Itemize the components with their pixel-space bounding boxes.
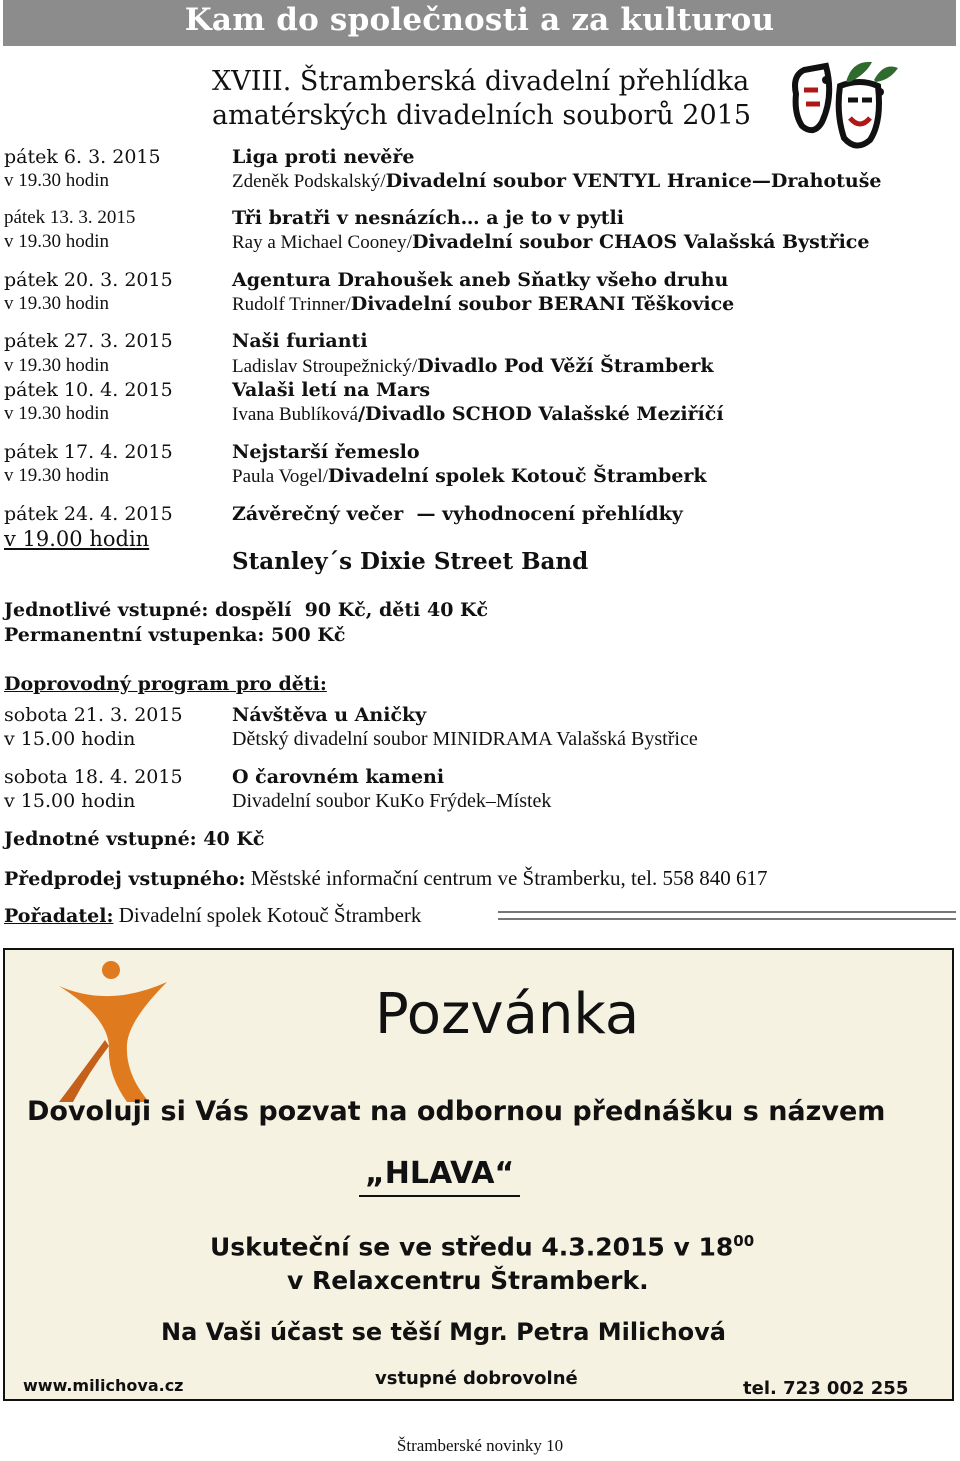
phone-number: tel. 723 002 255 [743, 1378, 909, 1399]
invitation-card [3, 948, 954, 1401]
event-time: v 19.30 hodin [4, 293, 110, 314]
play-title: Liga proti nevěře [232, 146, 415, 168]
theatre-masks-logo [786, 56, 904, 156]
lecture-host: Na Vaši účast se těší Mgr. Petra Milichová [161, 1318, 726, 1346]
organizer-label: Pořadatel: [4, 905, 114, 927]
finale-band: Stanley´s Dixie Street Band [232, 548, 589, 575]
invitation-title: Pozvánka [375, 982, 640, 1047]
play-title: Valaši letí na Mars [232, 379, 431, 401]
play-group: Divadelní soubor BERANI Těškovice [350, 293, 735, 315]
presale-info [4, 866, 768, 891]
single-ticket-price: Jednotlivé vstupné: dospělí 90 Kč, děti 40 Kč [4, 599, 489, 621]
play-credits [232, 403, 724, 426]
event-date: pátek 17. 4. 2015 [4, 441, 173, 463]
play-credits [232, 465, 707, 488]
finale-title: Závěrečný večer — vyhodnocení přehlídky [232, 503, 683, 525]
event-date: pátek 10. 4. 2015 [4, 379, 173, 401]
event-date: pátek 27. 3. 2015 [4, 330, 173, 352]
play-group: Divadelní soubor VENTYL Hranice—Drahotuše [385, 170, 882, 192]
play-title: O čarovném kameni [232, 766, 445, 788]
play-author: Paula Vogel/ [232, 466, 328, 487]
lecture-venue: v Relaxcentru Štramberk. [287, 1266, 649, 1295]
lecture-topic: „HLAVA“ [359, 1156, 520, 1197]
event-date: sobota 18. 4. 2015 [4, 766, 183, 788]
play-credits [232, 231, 869, 254]
season-ticket-price: Permanentní vstupenka: 500 Kč [4, 624, 346, 646]
section-title: Kam do společnosti a za kulturou [184, 2, 775, 38]
lecture-date-text: Uskuteční se ve středu 4.3.2015 v 18 [210, 1232, 734, 1262]
presale-label: Předprodej vstupného: [4, 868, 246, 890]
play-credits [232, 170, 882, 193]
play-title: Tři bratři v nesnázích… a je to v pytli [232, 207, 624, 229]
section-header [3, 0, 956, 46]
lecture-date [210, 1232, 754, 1261]
event-date: pátek 6. 3. 2015 [4, 146, 161, 168]
lecture-time-minutes: 00 [733, 1232, 755, 1250]
event-time: v 19.00 hodin [4, 527, 150, 551]
event-date: sobota 21. 3. 2015 [4, 704, 183, 726]
play-author: Rudolf Trinner/ [232, 294, 351, 315]
dancer-figure-logo [49, 956, 179, 1106]
play-author: Ivana Bublíková [232, 404, 359, 425]
event-time: v 19.30 hodin [4, 355, 110, 376]
play-group: /Divadlo SCHOD Valašské Meziříčí [358, 403, 724, 425]
play-author: Zdeněk Podskalský/ [232, 171, 386, 192]
play-title: Naši furianti [232, 330, 368, 352]
organizer-text: Divadelní spolek Kotouč Štramberk [113, 903, 422, 927]
festival-title-line2: amatérských divadelních souborů 2015 [212, 100, 752, 131]
play-group: Divadelní soubor KuKo Frýdek–Místek [232, 790, 552, 812]
kids-program-heading: Doprovodný program pro děti: [4, 673, 327, 695]
play-credits [232, 355, 714, 378]
play-title: Agentura Drahoušek aneb Sňatky všeho druhu [232, 269, 729, 291]
play-group: Divadlo Pod Věží Štramberk [417, 355, 714, 377]
event-time: v 19.30 hodin [4, 170, 110, 191]
event-time: v 19.30 hodin [4, 465, 110, 486]
entry-note: vstupné dobrovolné [375, 1368, 578, 1389]
page-footer: Štramberské novinky 10 [396, 1436, 564, 1455]
play-credits [232, 293, 734, 316]
kids-ticket-price: Jednotné vstupné: 40 Kč [4, 828, 265, 850]
divider-line [498, 911, 956, 920]
event-date: pátek 13. 3. 2015 [4, 207, 136, 228]
event-date: pátek 20. 3. 2015 [4, 269, 173, 291]
presale-text: Městské informační centrum ve Štramberku, tel. 558 840 617 [245, 866, 768, 890]
play-group: Divadelní soubor CHAOS Valašská Bystřice [411, 231, 870, 253]
play-author: Ray a Michael Cooney/ [232, 232, 412, 253]
event-date: pátek 24. 4. 2015 [4, 503, 173, 525]
event-time: v 19.30 hodin [4, 231, 110, 252]
play-group: Divadelní spolek Kotouč Štramberk [327, 465, 707, 487]
play-author: Ladislav Stroupežnický/ [232, 356, 418, 377]
organizer-info [4, 903, 421, 928]
website-link[interactable]: www.milichova.cz [23, 1376, 184, 1395]
play-group: Dětský divadelní soubor MINIDRAMA Valašská Bystřice [232, 728, 698, 750]
event-time: v 19.30 hodin [4, 403, 110, 424]
play-title: Návštěva u Aničky [232, 704, 427, 726]
festival-title-line1: XVIII. Štramberská divadelní přehlídka [212, 66, 750, 97]
event-time: v 15.00 hodin [4, 790, 136, 812]
invitation-intro: Dovoluji si Vás pozvat na odbornou přednášku s názvem [27, 1096, 886, 1127]
event-time: v 15.00 hodin [4, 728, 136, 750]
play-title: Nejstarší řemeslo [232, 441, 420, 463]
